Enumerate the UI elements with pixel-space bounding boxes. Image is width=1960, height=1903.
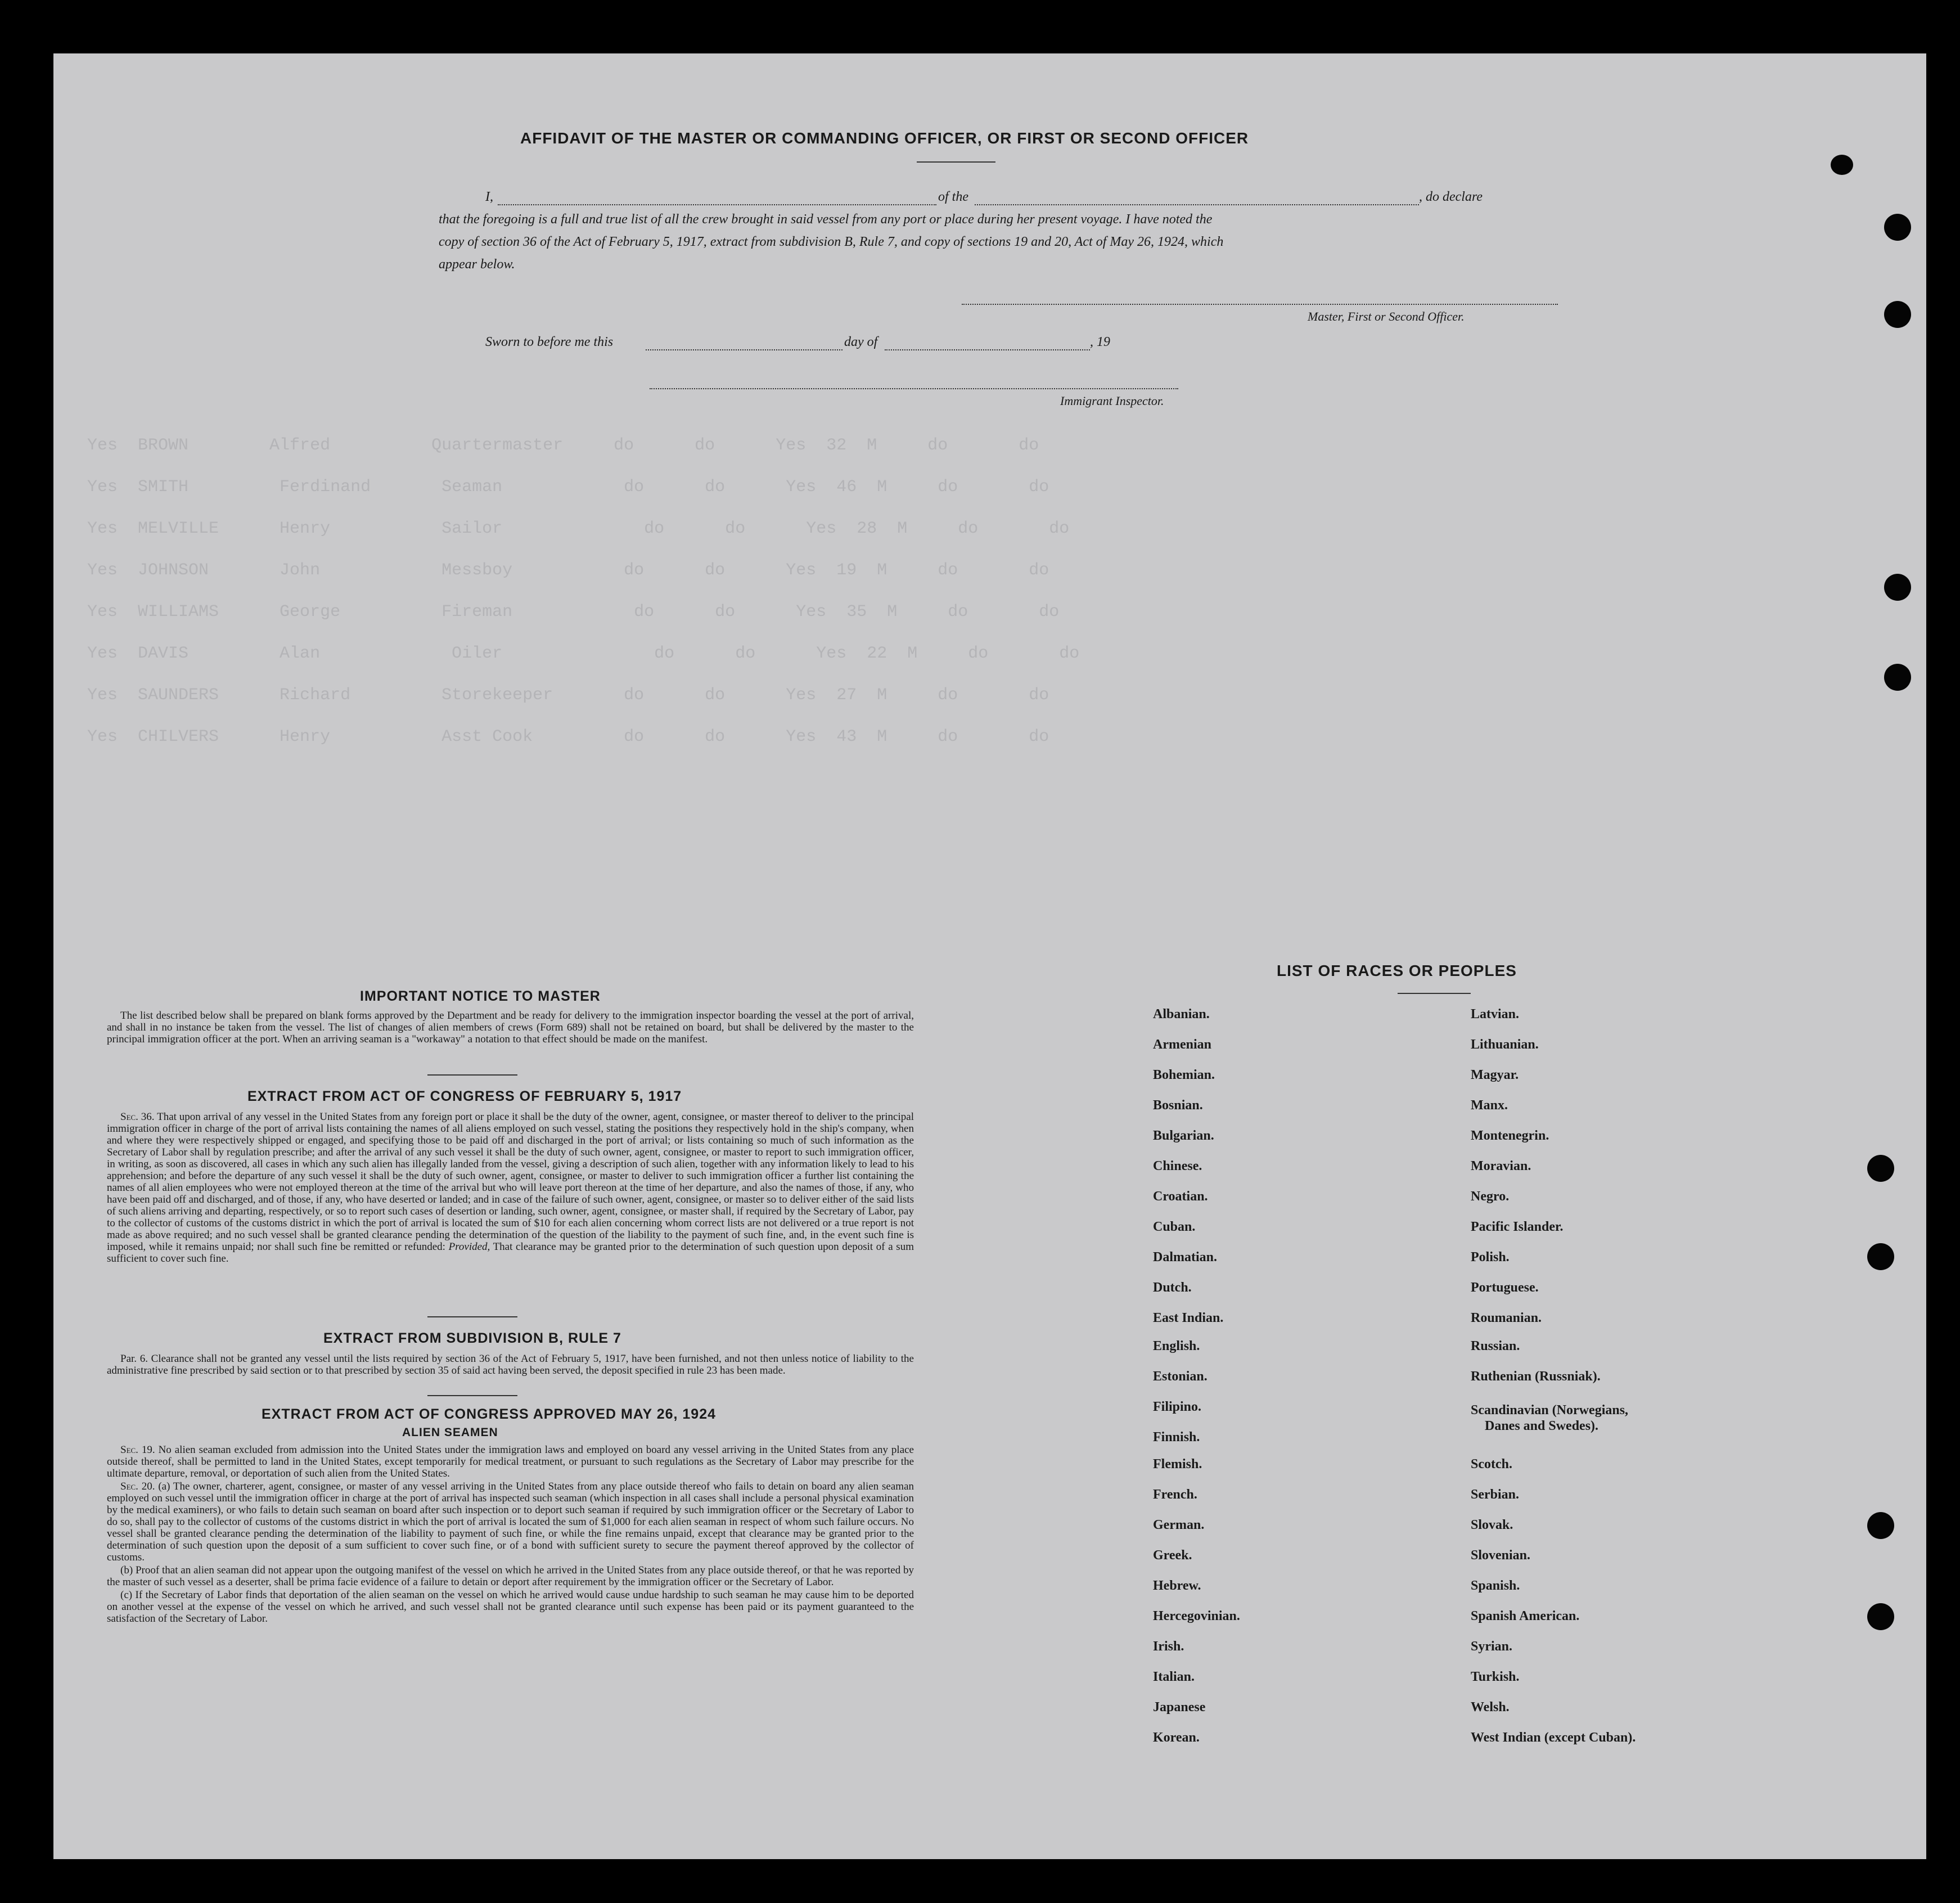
section-20c-paragraph: (c) If the Secretary of Labor finds that deportation of the alien seaman on the vessel on which he arrived would cause undue hardship to such seaman he may cause him to be deported on another vessel at the expense of the vessel on which he arrived, and such vessel shall not be granted clearance until such expense has been paid or its payment guaranteed to the satisfaction of the Secretary of Labor. bbox=[107, 1589, 914, 1625]
race-right-1: Latvian. bbox=[1471, 1007, 1520, 1022]
punch-hole bbox=[1867, 1155, 1894, 1182]
affidavit-i-label: I, bbox=[485, 190, 493, 204]
race-right-18: Slovak. bbox=[1471, 1518, 1513, 1532]
race-left-10: Dutch. bbox=[1153, 1280, 1192, 1295]
affidavit-declare-label: , do declare bbox=[1419, 190, 1483, 204]
race-right-21: Spanish American. bbox=[1471, 1609, 1580, 1623]
extract-1924-title: EXTRACT FROM ACT OF CONGRESS APPROVED MAY 26, 1924 bbox=[262, 1406, 717, 1422]
section-36-text: That upon arrival of any vessel in the United States from any foreign port or place it shall be the duty of the owner, agent, consignee, or master thereof to deliver to the principal immigration officer in charge of the port of arrival lists containing the names of all aliens employed on such vessel, stating the positions they respectively hold in the ship's company, when and where they were respectively shipped or engaged, and specifying those to be paid off and discharged in the port of arrival; or lists containing so much of such information as the Secretary of Labor shall by regulation prescribe; and after the arrival of any such vessel it shall be the duty of such owner, agent, consignee, or master to report to such immigration officer, in writing, as soon as discovered, all cases in which any such alien has illegally landed from the vessel, giving a description of such alien, together with any information likely to lead to his apprehension; and before the departure of any such vessel it shall be the duty of such owner, agent, consignee, or master to deliver to such immigration officer a further list containing the names of all alien employees who were not employed thereon at the time of the arrival but who will leave port thereon at the time of her departure, and also the names of those, if any, who have been paid off and discharged, and of those, if any, who have deserted or landed; and in case of the failure of such owner, agent, consignee, or master so to deliver either of the said lists of such aliens arriving and departing, respectively, or so to report such cases of desertion or landing, such owner, agent, consignee, or master shall, if required by the Secretary of Labor, pay to the collector of customs of the customs district in which the port of arrival is located the sum of $10 for each alien concerning whom correct lists are not delivered or a true report is not made as above required; and no such vessel shall be granted clearance pending the determination of the question of the liability to the payment of such fine, and, in the event such fine is imposed, while it remains unpaid; nor shall such fine be remitted or refunded: bbox=[107, 1111, 914, 1253]
notice-paragraph: The list described below shall be prepared on blank forms approved by the Department and be ready for delivery to the immigration inspector boarding the vessel at the port of arrival, and shall in no instance be taken from the vessel. The list of changes of alien members of crews (Form 689) shall not be retained on board, but shall be delivered by the master to the principal immigration officer at the port. When an arriving seaman is a "workaway" a notation to that effect should be made on the manifest. bbox=[107, 1010, 914, 1045]
race-left-3: Bohemian. bbox=[1153, 1068, 1215, 1082]
races-title: LIST OF RACES OR PEOPLES bbox=[1277, 962, 1517, 979]
race-left-12: English. bbox=[1153, 1339, 1200, 1353]
race-right-6: Moravian. bbox=[1471, 1159, 1531, 1173]
race-right-14: Scandinavian (Norwegians, bbox=[1471, 1403, 1629, 1418]
sworn-line bbox=[485, 335, 1216, 352]
extract-1924-text bbox=[107, 1444, 914, 1626]
section-19-text: No alien seaman excluded from admission into the United States under the immigration laws and employed on board any vessel arriving in the United States from any place outside thereof, shall be permitted to land in the United States, except temporarily for medical treatment, or pursuant to such regulations as the Secretary of Labor may prescribe for the ultimate departure, removal, or deportation of such alien from the United States. bbox=[107, 1444, 914, 1479]
race-right-7: Negro. bbox=[1471, 1189, 1510, 1204]
race-left-16: Flemish. bbox=[1153, 1457, 1202, 1472]
race-right-3: Magyar. bbox=[1471, 1068, 1519, 1082]
race-left-14: Filipino. bbox=[1153, 1400, 1202, 1414]
sworn-day-of-label: day of bbox=[844, 335, 878, 349]
race-left-23: Italian. bbox=[1153, 1670, 1195, 1684]
section-36-text-end: That clearance may be granted prior to the determination of such question upon deposit of a sum sufficient to cover such fine. bbox=[107, 1241, 914, 1265]
race-left-25: Korean. bbox=[1153, 1730, 1200, 1745]
inspector-label: Immigrant Inspector. bbox=[1060, 394, 1164, 408]
punch-hole bbox=[1867, 1512, 1894, 1539]
race-left-22: Irish. bbox=[1153, 1639, 1184, 1654]
punch-hole bbox=[1884, 301, 1911, 328]
affidavit-title: AFFIDAVIT OF THE MASTER OR COMMANDING OFFICER, OR FIRST OR SECOND OFFICER bbox=[520, 129, 1249, 147]
master-signature-field[interactable] bbox=[962, 304, 1558, 305]
form-page bbox=[53, 53, 1926, 1859]
section-20a-text: (a) The owner, charterer, agent, consignee, or master of any vessel arriving in the United States from any place outside thereof who fails to detain on board any alien seaman employed on such vessel until the immigration officer in charge at the port of arrival has inspected such seaman (which inspection in all cases shall include a personal physical examination by the medical examiners), or who fails to detain such seaman on board after such inspection or to deport such seaman if required by such immigration officer or the Secretary of Labor to do so, shall pay to the collector of customs of the customs district in which the port of arrival is located the sum of $1,000 for each alien seaman in respect of whom such failure occurs. No vessel shall be granted clearance pending the determination of the liability to payment of such fine, or while the fine remains unpaid, except that clearance may be granted prior to the determination of such question upon the deposit of a sum sufficient to cover such fine, or of a bond with sufficient surety to secure the payment thereof approved by the collector of customs. bbox=[107, 1481, 914, 1563]
race-left-2: Armenian bbox=[1153, 1037, 1211, 1052]
race-left-1: Albanian. bbox=[1153, 1007, 1210, 1022]
notice-rule bbox=[427, 1074, 517, 1076]
alien-seamen-subtitle: ALIEN SEAMEN bbox=[402, 1426, 498, 1439]
race-left-11: East Indian. bbox=[1153, 1311, 1224, 1325]
section-36-paragraph bbox=[107, 1111, 914, 1265]
notice-text bbox=[107, 1010, 914, 1046]
punch-hole bbox=[1867, 1243, 1894, 1270]
sworn-prefix: Sworn to before me this bbox=[485, 335, 614, 349]
race-left-4: Bosnian. bbox=[1153, 1098, 1203, 1113]
race-left-19: Greek. bbox=[1153, 1548, 1192, 1563]
race-right-23: Turkish. bbox=[1471, 1670, 1520, 1684]
race-left-13: Estonian. bbox=[1153, 1369, 1207, 1384]
race-right-11: Roumanian. bbox=[1471, 1311, 1542, 1325]
race-left-20: Hebrew. bbox=[1153, 1578, 1201, 1593]
punch-hole bbox=[1831, 155, 1853, 175]
section-20-label: Sec. 20. bbox=[120, 1481, 155, 1492]
rule-7-paragraph: Par. 6. Clearance shall not be granted any vessel until the lists required by section 36 of the Act of February 5, 1917, have been furnished, and not then unless notice of liability to the administrative fine prescribed by said section or to that prescribed by section 35 of said act having been served, the deposit specified in rule 23 has been made. bbox=[107, 1353, 914, 1376]
race-left-17: French. bbox=[1153, 1487, 1197, 1502]
section-36-label: Sec. 36. bbox=[120, 1111, 155, 1123]
sworn-month-field[interactable] bbox=[885, 349, 1090, 350]
race-left-21: Hercegovinian. bbox=[1153, 1609, 1240, 1623]
race-right-5: Montenegrin. bbox=[1471, 1128, 1549, 1143]
race-left-7: Croatian. bbox=[1153, 1189, 1208, 1204]
provided-label: Provided, bbox=[448, 1241, 490, 1253]
inspector-signature-field[interactable] bbox=[650, 388, 1178, 389]
race-right-9: Polish. bbox=[1471, 1250, 1510, 1265]
races-title-rule bbox=[1398, 993, 1471, 994]
race-right-12: Russian. bbox=[1471, 1339, 1520, 1353]
section-20b-paragraph: (b) Proof that an alien seaman did not appear upon the outgoing manifest of the vessel on which he arrived in the United States from any place outside thereof, or that he was reported by the master of such vessel as a deserter, shall be prima facie evidence of a failure to detain or deport after requirement by the immigration officer or the Secretary of Labor. bbox=[107, 1564, 914, 1588]
affidavit-of-the-label: of the bbox=[938, 190, 968, 204]
race-right-17: Serbian. bbox=[1471, 1487, 1520, 1502]
affidavit-line-4: appear below. bbox=[439, 257, 515, 272]
race-right-2: Lithuanian. bbox=[1471, 1037, 1539, 1052]
race-right-25: West Indian (except Cuban). bbox=[1471, 1730, 1636, 1745]
race-right-15: Danes and Swedes). bbox=[1485, 1419, 1599, 1433]
master-signature-label: Master, First or Second Officer. bbox=[1308, 309, 1465, 323]
extract-1917-title: EXTRACT FROM ACT OF CONGRESS OF FEBRUARY 5, 1917 bbox=[247, 1088, 682, 1104]
master-name-field[interactable] bbox=[498, 204, 936, 205]
vessel-name-field[interactable] bbox=[975, 204, 1419, 205]
race-right-10: Portuguese. bbox=[1471, 1280, 1539, 1295]
punch-hole bbox=[1884, 214, 1911, 241]
race-left-6: Chinese. bbox=[1153, 1159, 1202, 1173]
race-left-15: Finnish. bbox=[1153, 1430, 1200, 1445]
affidavit-line-3: copy of section 36 of the Act of February 5, 1917, extract from subdivision B, Rule 7, and copy of sections 19 and 20, Act of May 26, 1924, which bbox=[439, 235, 1224, 249]
race-right-24: Welsh. bbox=[1471, 1700, 1510, 1715]
race-right-22: Syrian. bbox=[1471, 1639, 1513, 1654]
race-left-8: Cuban. bbox=[1153, 1220, 1196, 1234]
affidavit-line-1 bbox=[485, 190, 1560, 206]
notice-title: IMPORTANT NOTICE TO MASTER bbox=[360, 988, 601, 1004]
section-19-label: Sec. 19. bbox=[120, 1444, 155, 1456]
sworn-year-label: , 19 bbox=[1090, 335, 1110, 349]
rule-7-text bbox=[107, 1353, 914, 1378]
race-left-5: Bulgarian. bbox=[1153, 1128, 1214, 1143]
rule-7-rule bbox=[427, 1395, 517, 1396]
extract-1917-rule bbox=[427, 1316, 517, 1317]
race-right-16: Scotch. bbox=[1471, 1457, 1512, 1472]
punch-hole bbox=[1884, 574, 1911, 601]
affidavit-title-rule bbox=[917, 161, 995, 163]
sworn-day-field[interactable] bbox=[646, 349, 842, 350]
section-19-paragraph bbox=[107, 1444, 914, 1479]
race-right-8: Pacific Islander. bbox=[1471, 1220, 1564, 1234]
race-left-24: Japanese bbox=[1153, 1700, 1206, 1715]
race-left-18: German. bbox=[1153, 1518, 1205, 1532]
punch-hole bbox=[1884, 664, 1911, 691]
race-right-4: Manx. bbox=[1471, 1098, 1508, 1113]
section-20a-paragraph bbox=[107, 1481, 914, 1563]
race-left-9: Dalmatian. bbox=[1153, 1250, 1217, 1265]
race-right-20: Spanish. bbox=[1471, 1578, 1520, 1593]
race-right-13: Ruthenian (Russniak). bbox=[1471, 1369, 1601, 1384]
affidavit-line-2: that the foregoing is a full and true list of all the crew brought in said vessel from any port or place during her present voyage. I have noted the bbox=[439, 212, 1213, 227]
race-right-19: Slovenian. bbox=[1471, 1548, 1531, 1563]
bleed-through-text: Yes BROWN Alfred Quartermaster do do Yes 32 M do do Yes SMITH Ferdinand Seaman do do Yes 46 M do do Yes MELVILLE Henry Sailor do do Yes 28 M do do Yes JOHNSON John Messboy do do Yes 19 M do do Yes WILLIAMS George Fireman do do Yes 35 M do do Yes DAVIS Alan Oiler do do Yes 22 M do do Yes SAUNDERS Richard Storekeeper do do Yes 27 M do do Yes CHILVERS Henry Asst Cook do do Yes 43 M do do bbox=[87, 436, 1080, 746]
punch-hole bbox=[1867, 1603, 1894, 1630]
rule-7-title: EXTRACT FROM SUBDIVISION B, RULE 7 bbox=[323, 1330, 621, 1346]
extract-1917-text bbox=[107, 1111, 914, 1266]
